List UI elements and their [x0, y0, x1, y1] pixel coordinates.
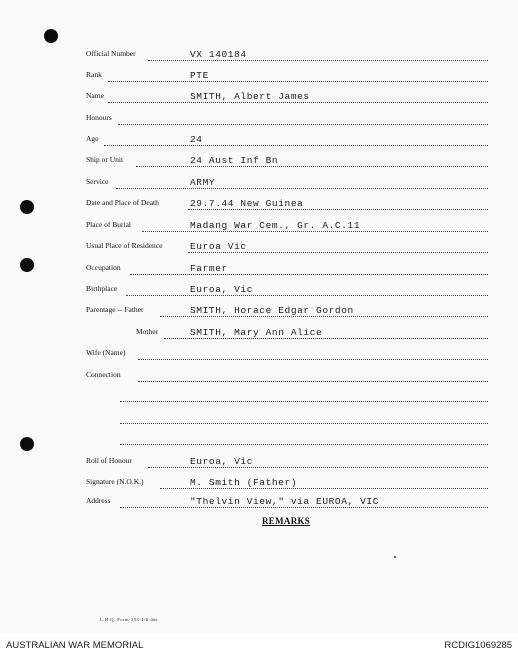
dotted-line — [148, 467, 488, 468]
field-label: Name — [86, 91, 104, 100]
blank-line — [120, 423, 488, 424]
form-number: L.H.Q. Form-353-4/6-4m — [100, 617, 158, 622]
punch-hole — [20, 258, 34, 272]
dotted-line — [138, 381, 488, 382]
field-value: SMITH, Horace Edgar Gordon — [190, 305, 354, 316]
dotted-line — [104, 145, 488, 146]
field-value: SMITH, Mary Ann Alice — [190, 327, 323, 338]
field-value: Euroa, Vic — [190, 284, 254, 295]
field-label: Roll of Honour — [86, 456, 132, 465]
field-value: "Thelvin View," via EUROA, VIC — [190, 496, 380, 507]
footer-right: RCDIG1069285 — [444, 640, 512, 651]
field-label: Rank — [86, 70, 102, 79]
remarks-heading: REMARKS — [262, 516, 311, 526]
field-value: SMITH, Albert James — [190, 91, 310, 102]
field-label: Honours — [86, 113, 112, 122]
field-value: 29.7.44 New Guinea — [190, 198, 304, 209]
field-label: Date and Place of Death — [86, 198, 159, 207]
field-label: Parentage -- Father — [86, 305, 144, 314]
dotted-line — [130, 274, 488, 275]
field-label: Ship or Unit — [86, 155, 124, 164]
dotted-line — [160, 488, 488, 489]
punch-hole — [44, 29, 58, 43]
field-label: Address — [86, 496, 111, 505]
field-label: Birthplace — [86, 284, 118, 293]
field-value: Madang War Cem., Gr. A.C.11 — [190, 220, 361, 231]
field-label: Service — [86, 177, 109, 186]
field-value: Euroa Vic — [190, 241, 247, 252]
field-value: 24 Aust Inf Bn — [190, 155, 279, 166]
dotted-line — [126, 295, 488, 296]
dotted-line — [188, 209, 488, 210]
field-label: Age — [86, 134, 99, 143]
dotted-line — [108, 102, 488, 103]
field-label: Place of Burial — [86, 220, 131, 229]
dotted-line — [116, 188, 488, 189]
blank-line — [120, 401, 488, 402]
field-label: Connection — [86, 370, 121, 379]
field-label: Usual Place of Residence — [86, 241, 163, 250]
dotted-line — [164, 338, 488, 339]
field-label: Occupation — [86, 263, 121, 272]
dotted-line — [138, 359, 488, 360]
dotted-line — [120, 507, 488, 508]
field-value: Euroa, Vic — [190, 456, 254, 467]
field-label: Mother — [136, 327, 159, 336]
field-value: M. Smith (Father) — [190, 477, 298, 488]
field-value: Farmer — [190, 263, 228, 274]
dotted-line — [136, 166, 488, 167]
field-value: 24 — [190, 134, 203, 145]
field-label: Wife (Name) — [86, 348, 126, 357]
footer-left: AUSTRALIAN WAR MEMORIAL — [6, 640, 144, 651]
dotted-line — [148, 60, 488, 61]
field-value: ARMY — [190, 177, 216, 188]
dotted-line — [142, 231, 488, 232]
field-value: VX 140184 — [190, 49, 247, 60]
punch-hole — [20, 437, 34, 451]
dotted-line — [160, 316, 488, 317]
paper-speck — [394, 556, 396, 558]
field-label: Official Number — [86, 49, 136, 58]
field-label: Signature (N.O.K.) — [86, 477, 144, 486]
dotted-line — [118, 124, 488, 125]
blank-line — [120, 444, 488, 445]
dotted-line — [108, 81, 488, 82]
dotted-line — [188, 252, 488, 253]
field-value: PTE — [190, 70, 209, 81]
punch-hole — [20, 200, 34, 214]
